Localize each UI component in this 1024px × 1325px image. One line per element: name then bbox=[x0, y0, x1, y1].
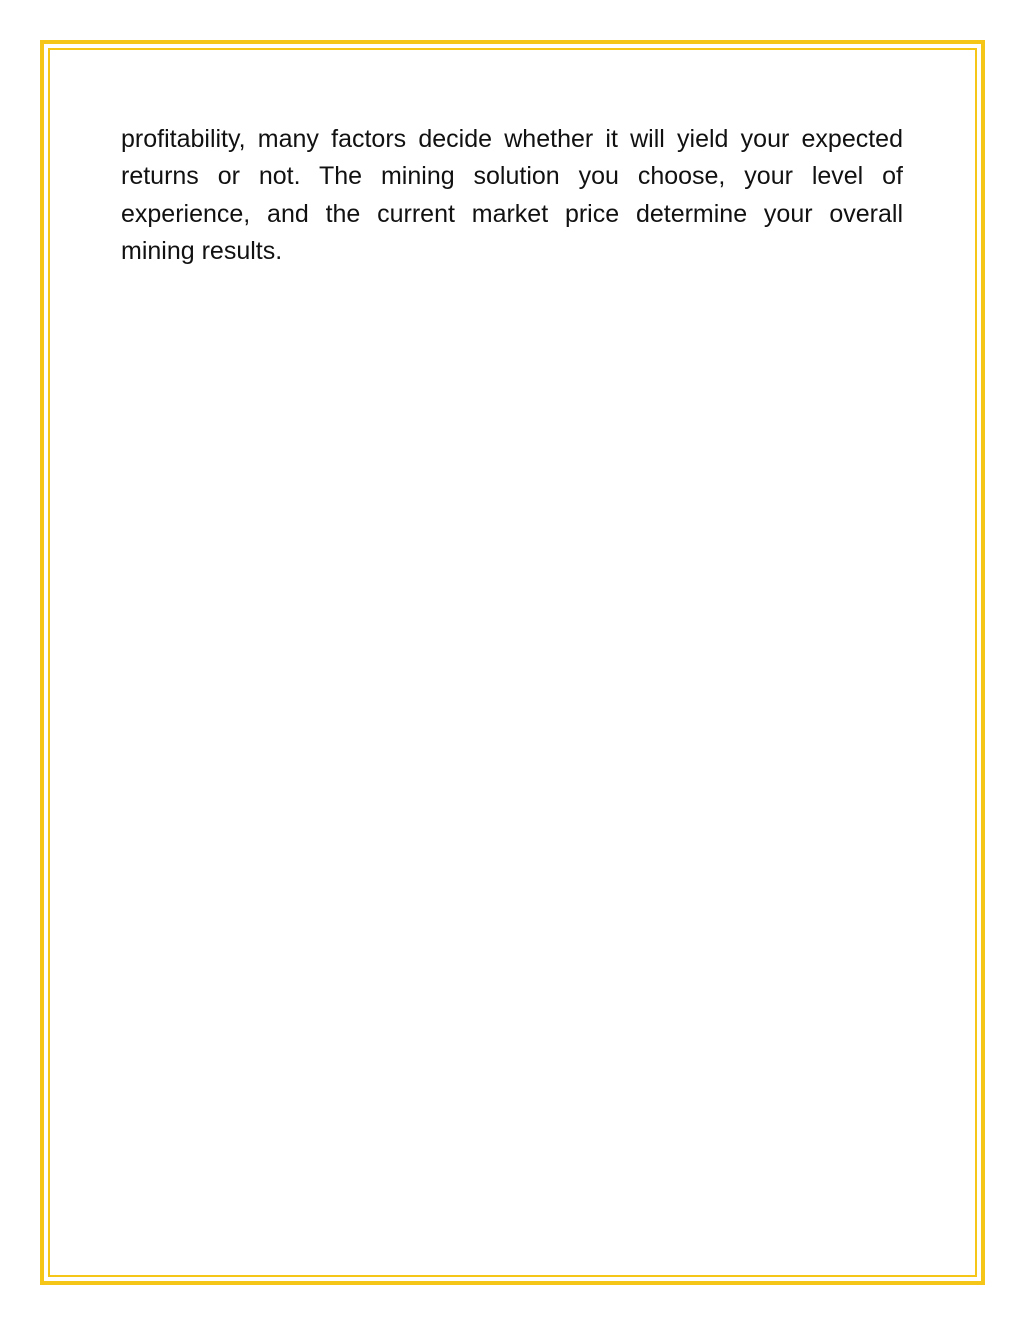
body-paragraph: profitability, many factors decide whether it will yield your expected returns or not. The mining solution you choose, your level of experience, and the current market price determine your overall mining results. bbox=[121, 125, 903, 265]
